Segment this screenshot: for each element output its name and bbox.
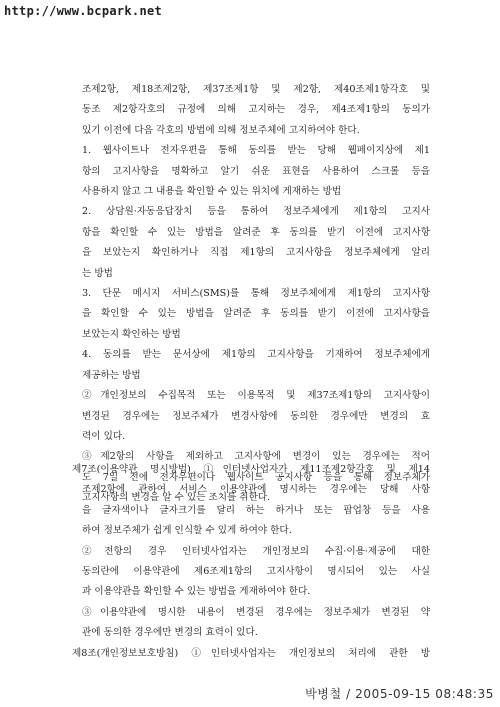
text-line: ③제2항의 사항을 제외하고 고지사항에 변경이 있는 경우에는 적어 bbox=[82, 451, 430, 463]
body-text-block-2 bbox=[72, 460, 430, 664]
text-line: 조제2항에 관하여 서비스 이용약관에 명시하는 경우에는 당해 사항 bbox=[82, 484, 430, 496]
text-line: 항을 확인할 수 있는 방법을 알려준 후 동의를 받기 이전에 고지사항 bbox=[82, 226, 430, 238]
text-line: 1. 웹사이트나 전자우편을 통해 동의를 받는 당해 웹페이지상에 제1 bbox=[82, 145, 430, 157]
text-line: 동조 제2항각호의 규정에 의해 고지하는 경우, 제4조제1항의 동의가 bbox=[82, 104, 430, 116]
text-line: 보았는지 확인하는 방법 bbox=[82, 328, 181, 340]
text-line: 있기 이전에 다음 각호의 방법에 의해 정보주체에 고지하여야 한다. bbox=[82, 124, 360, 136]
text-line: 항의 고지사항을 명확하고 알기 쉬운 표현을 사용하여 스크롤 등을 bbox=[82, 165, 430, 177]
text-line: 도 7일 전에 전자우편이나 웹사이트 공지사항 등을 통해 정보주체가 bbox=[82, 471, 430, 483]
text-line: ②전항의 경우 인터넷사업자는 개인정보의 수집·이용·제공에 대한 bbox=[82, 545, 430, 557]
text-line: 는 방법 bbox=[82, 267, 113, 279]
text-line: 사용하지 않고 그 내용을 확인할 수 있는 위치에 게재하는 방법 bbox=[82, 186, 342, 198]
text-line: 력이 있다. bbox=[82, 430, 126, 442]
text-line: 동의란에 이용약관에 제6조제1항의 고지사항이 명시되어 있는 사실 bbox=[82, 566, 430, 578]
text-line: 조제2항, 제18조제2항, 제37조제1항 및 제2항, 제40조제1항각호 및 bbox=[82, 84, 430, 95]
text-line: 3. 단문 메시지 서비스(SMS)를 통해 정보주체에게 제1항의 고지사항 bbox=[82, 288, 430, 300]
text-line: 하여 정보주체가 쉽게 인식할 수 있게 하여야 한다. bbox=[82, 525, 292, 537]
text-line: 을 확인할 수 있는 방법을 알려준 후 동의를 받기 이전에 고지사항을 bbox=[82, 308, 430, 320]
text-line: 고지사항의 변경을 알 수 있는 조치를 취한다. bbox=[82, 492, 271, 504]
text-line: 변경된 경우에는 정보주체가 변경사항에 동의한 경우에만 변경의 효 bbox=[82, 410, 430, 422]
text-line: 2. 상담원·자동응답장치 등을 통하여 정보주체에게 제1항의 고지사 bbox=[82, 206, 430, 218]
text-line: 제공하는 방법 bbox=[82, 369, 141, 381]
text-line: 제7조(이용약관 명시방법) ①인터넷사업자가 제11조제2항각호 및 제14 bbox=[72, 464, 430, 475]
text-line: 을 글자색이나 글자크기를 달리 하는 하거나 또는 팝업창 등을 사용 bbox=[82, 504, 430, 516]
text-line: 제8조(개인정보보호방침) ①인터넷사업자는 개인정보의 처리에 관한 방 bbox=[72, 647, 430, 659]
text-line: 관에 동의한 경우에만 변경의 효력이 있다. bbox=[82, 627, 258, 639]
text-line: ②개인정보의 수집목적 또는 이용목적 및 제37조제1항의 고지사항이 bbox=[82, 390, 430, 402]
author-timestamp-stamp: 박병철 / 2005-09-15 08:48:35 bbox=[305, 687, 494, 701]
text-line: 4. 동의를 받는 문서상에 제1항의 고지사항을 기재하여 정보주체에게 bbox=[82, 349, 430, 361]
text-line: 을 보았는지 확인하거나 직접 제1항의 고지사항을 정보주체에게 알리 bbox=[82, 247, 430, 259]
text-line: ③이용약관에 명시한 내용이 변경된 경우에는 정보주체가 변경된 약 bbox=[82, 606, 430, 618]
url-header: http://www.bcpark.net bbox=[4, 4, 163, 18]
text-line: 과 이용약관을 확인할 수 있는 방법을 게재하여야 한다. bbox=[82, 586, 311, 598]
body-text-block-1 bbox=[82, 80, 430, 509]
